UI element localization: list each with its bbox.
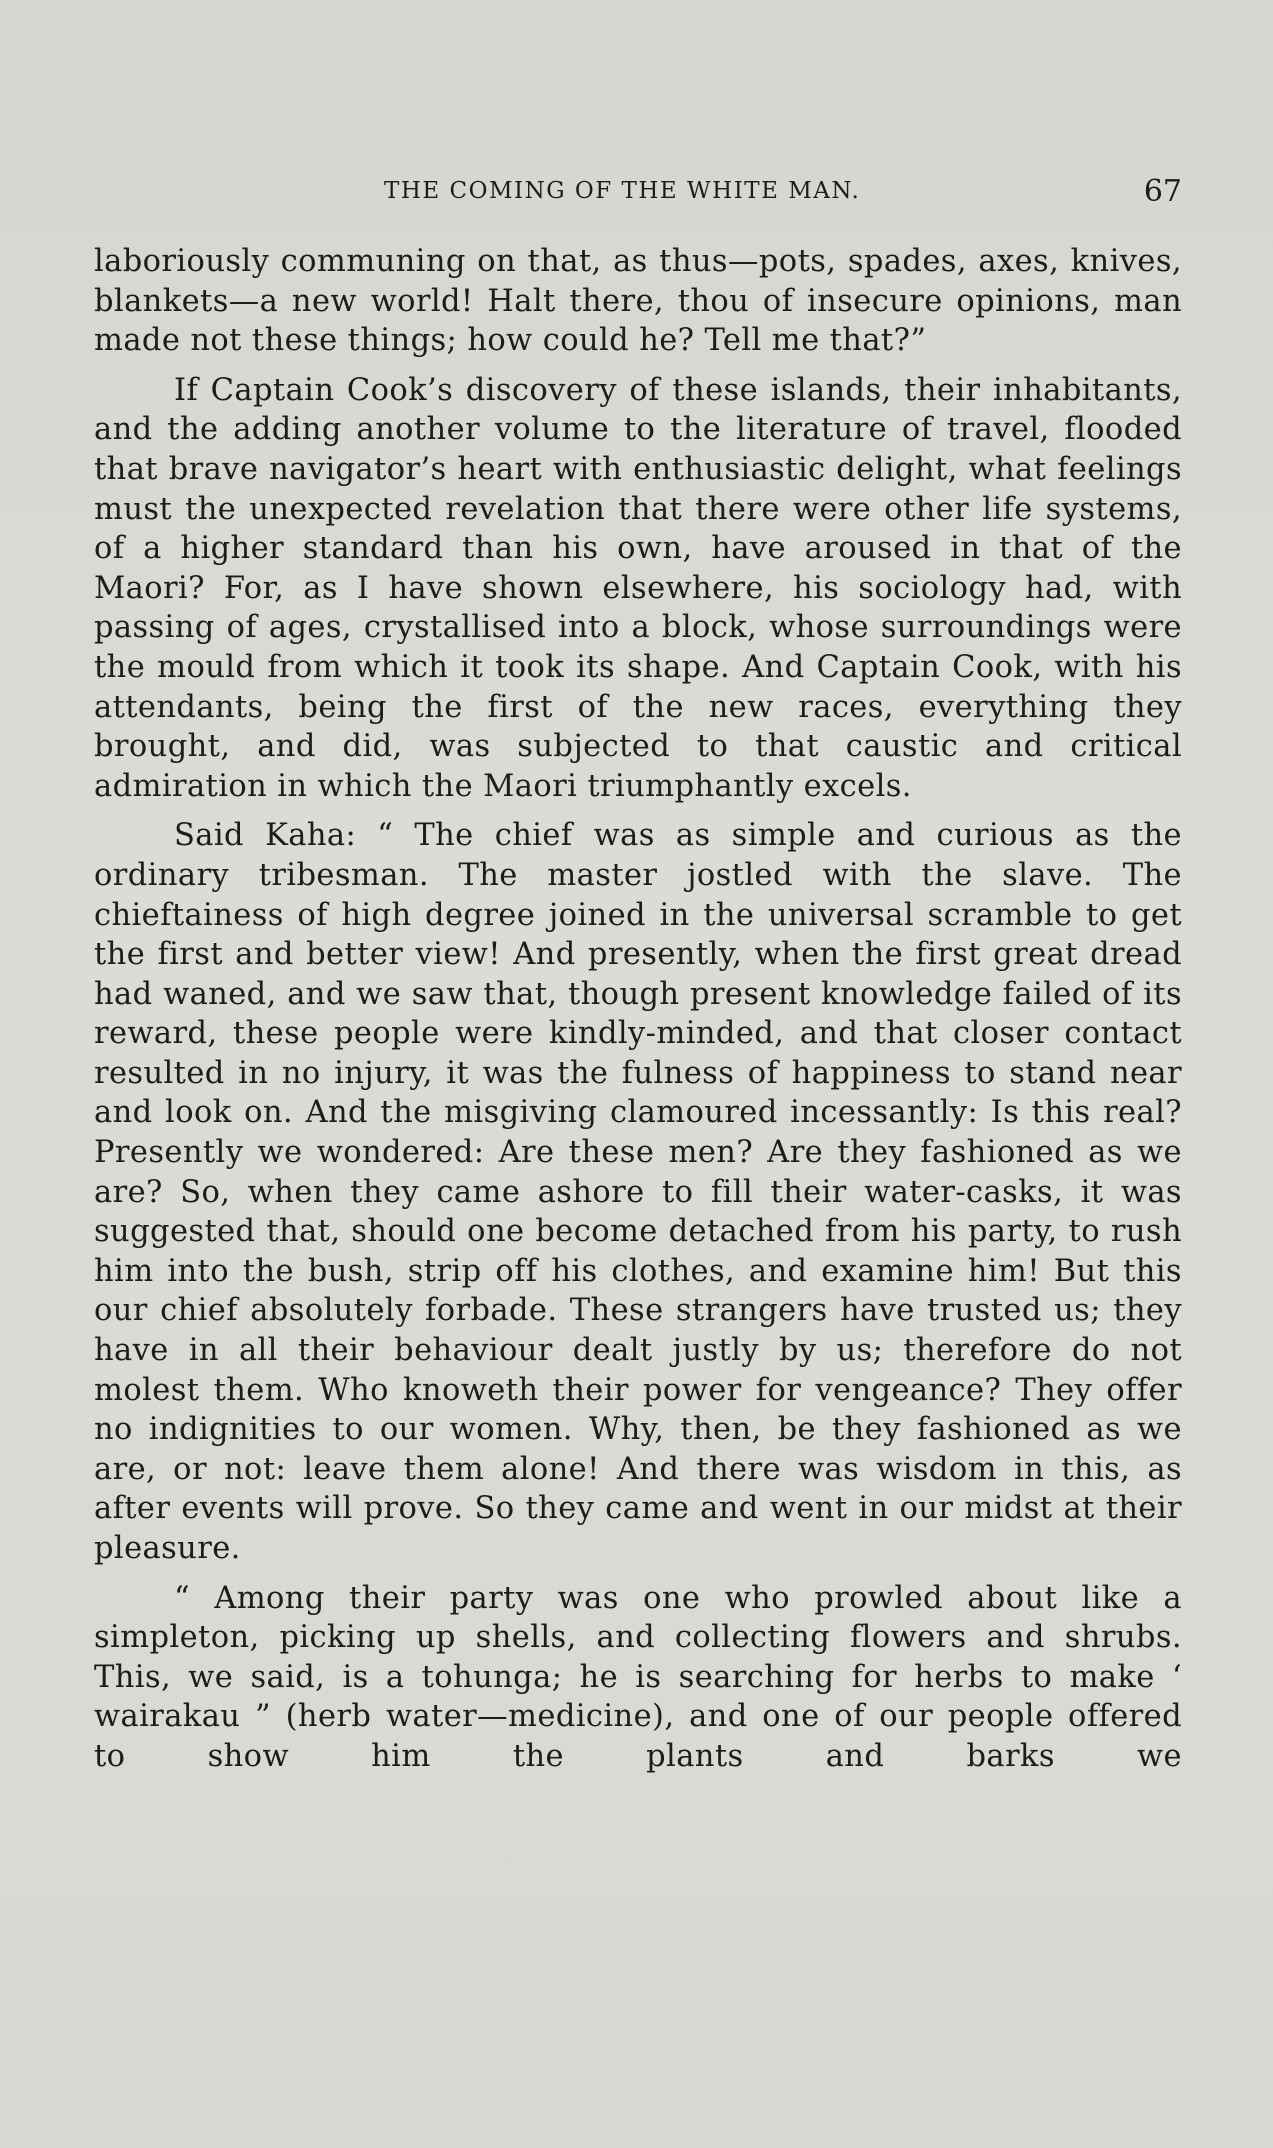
paragraph-continuation: laboriously communing on that, as thus—pots, spades, axes, knives, blankets—a new world! Halt there, thou of insecure opinions, man made not these things; how could he? Tell me that?”: [94, 244, 1182, 359]
body-text: [94, 242, 1182, 1787]
paragraph-among-their-party: “ Among their party was one who prowled about like a simpleton, picking up shells, and collecting flowers and shrubs. This, we said, is a tohunga; he is searching for herbs to make ‘ wairakau ” (herb water—medicine), and one of our people offered to show him the plants and barks we: [94, 1580, 1182, 1774]
running-title: THE COMING OF THE WHITE MAN.: [384, 178, 861, 204]
paragraph-captain-cook: If Captain Cook’s discovery of these islands, their inhabitants, and the adding another volume to the literature of travel, flooded that brave navigator’s heart with enthusiastic delight, what feelings must the unexpected revelation that there were other life systems, of a higher standard than his own, have aroused in that of the Maori? For, as I have shown elsewhere, his sociology had, with passing of ages, crystallised into a block, whose surroundings were the mould from which it took its shape. And Captain Cook, with his attendants, being the first of the new races, everything they brought, and did, was subjected to that caustic and critical admiration in which the Maori triumphantly excels.: [94, 372, 1182, 804]
running-header: [94, 174, 1182, 218]
paragraph-said-kaha: Said Kaha: “ The chief was as simple and curious as the ordinary tribesman. The master jostled with the slave. The chieftainess of high degree joined in the universal scramble to get the first and better view! And presently, when the first great dread had waned, and we saw that, though present knowledge failed of its reward, these people were kindly-minded, and that closer contact resulted in no injury, it was the fulness of happiness to stand near and look on. And the misgiving clamoured incessantly: Is this real? Presently we wondered: Are these men? Are they fashioned as we are? So, when they came ashore to fill their water-casks, it was suggested that, should one become detached from his party, to rush him into the bush, strip off his clothes, and examine him! But this our chief absolutely forbade. These strangers have trusted us; they have in all their behaviour dealt justly by us; therefore do not molest them. Who knoweth their power for vengeance? They offer no indignities to our women. Why, then, be they fashioned as we are, or not: leave them alone! And there was wisdom in this, as after events will prove. So they came and went in our midst at their pleasure.: [94, 818, 1182, 1566]
page-number: 67: [1143, 174, 1182, 209]
